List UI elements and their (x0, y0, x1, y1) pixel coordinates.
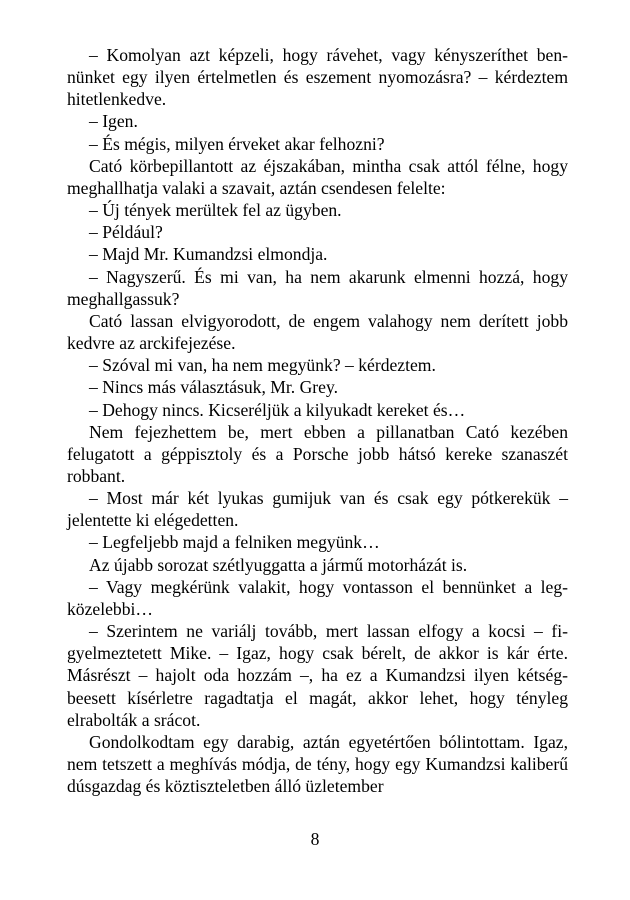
paragraph: Az újabb sorozat szétlyuggatta a jármű motorházát is. (89, 554, 468, 575)
paragraph: – Most már két lyukas gumijuk van és csak egy pótkerekük – jelentette ki elégedetten. (67, 488, 568, 531)
paragraph: – Vagy megkérünk valakit, hogy vontasson el bennünket a legközelebbi… (67, 576, 568, 619)
paragraph: – Nagyszerű. És mi van, ha nem akarunk elmenni hozzá, hogy meghallgassuk? (67, 266, 568, 309)
paragraph: Gondolkodtam egy darabig, aztán egyetértően bólintottam. Igaz, nem tetszett a meghívás módja, de tény, hogy egy Kumandzsi kaliberű dúsgazdag és köztiszteletben álló üzletember (67, 731, 568, 797)
paragraph: Cató körbepillantott az éjszakában, mintha csak attól félne, hogy meghallhatja valaki a szavait, aztán csendesen felelte: (67, 155, 568, 198)
paragraph: – Például? (89, 222, 163, 243)
paragraph: Nem fejezhettem be, mert ebben a pillanatban Cató kezében felugatott a géppisztoly és a Porsche jobb hátsó kereke szanaszét robbant. (67, 421, 568, 486)
body-text (67, 44, 568, 797)
paragraph: – Komolyan azt képzeli, hogy rávehet, vagy kényszeríthet bennünket egy ilyen értelmetlen és eszement nyomozásra? – kérdeztem hitetlenkedve. (67, 45, 568, 110)
paragraph: – Majd Mr. Kumandzsi elmondja. (89, 244, 328, 265)
paragraph: – És mégis, milyen érveket akar felhozni? (89, 133, 385, 154)
paragraph: – Nincs más választásuk, Mr. Grey. (89, 377, 339, 398)
paragraph: – Dehogy nincs. Kicseréljük a kilyukadt kereket és… (89, 399, 466, 420)
paragraph: – Igen. (89, 111, 138, 132)
paragraph: – Szóval mi van, ha nem megyünk? – kérdeztem. (89, 355, 436, 376)
paragraph: Cató lassan elvigyorodott, de engem valahogy nem derített jobb kedvre az arckifejezése. (67, 310, 568, 354)
paragraph: – Új tények merültek fel az ügyben. (89, 200, 342, 221)
paragraph: – Szerintem ne variálj tovább, mert lassan elfogy a kocsi – figyelmeztetett Mike. – Igaz, hogy csak bérelt, de akkor is kár érte. Másrészt – hajolt oda hozzám –, ha ez a Kumandzsi ilyen kétségbeesett kísérletre ragadtatja el magát, akkor lehet, hogy tényleg elrabolták a srácot. (67, 621, 568, 730)
page-number: 8 (310, 829, 320, 849)
paragraph: – Legfeljebb majd a felniken megyünk… (89, 532, 380, 553)
